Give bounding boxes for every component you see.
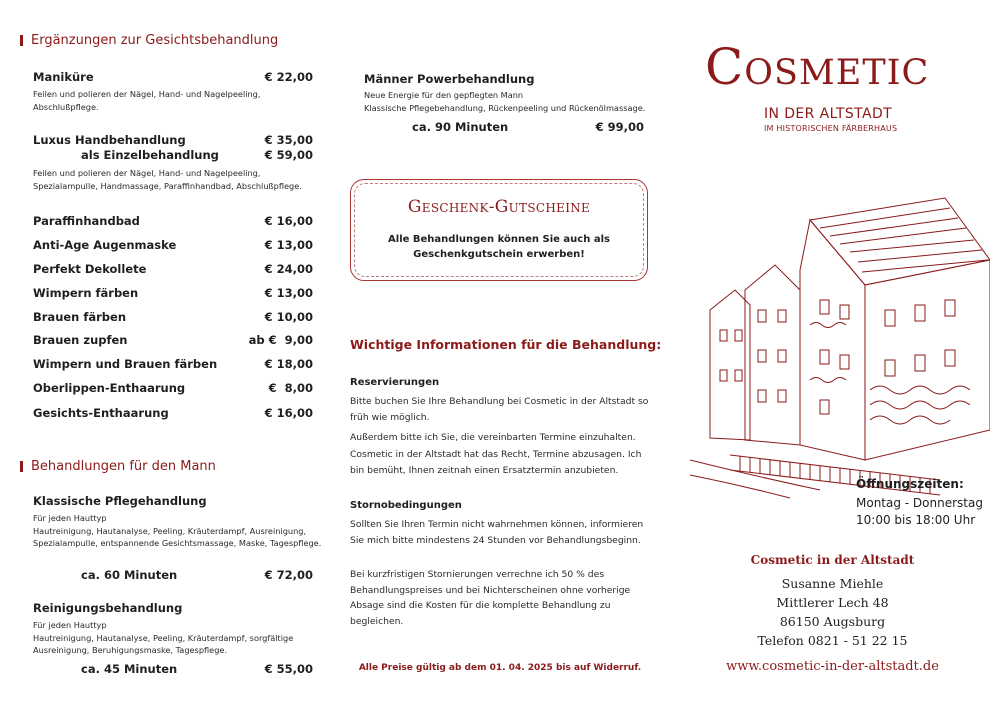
price-row bbox=[33, 214, 313, 228]
item-price: € 16,00 bbox=[264, 406, 313, 420]
item-price: € 13,00 bbox=[264, 238, 313, 252]
section-title-mann bbox=[20, 459, 216, 474]
house-illustration bbox=[690, 190, 990, 500]
item-price: € 18,00 bbox=[264, 357, 313, 371]
reservierungen-text-3: Cosmetic in der Altstadt hat das Recht, Termine abzusagen. Ich bin bemüht, Ihnen zeitnah einen Ersatztermin anzubieten. bbox=[350, 449, 642, 476]
section-marker bbox=[20, 461, 23, 472]
item-name: Brauen färben bbox=[33, 310, 127, 324]
item-price: € 24,00 bbox=[264, 262, 313, 276]
gift-voucher-title: Geschenk-Gutscheine bbox=[407, 197, 591, 217]
section-title-text: Ergänzungen zur Gesichtsbehandlung bbox=[31, 33, 279, 48]
item-price: € 59,00 bbox=[264, 148, 313, 162]
price-row-reinigung bbox=[33, 601, 313, 615]
address-city: 86150 Augsburg bbox=[779, 614, 886, 629]
item-duration: ca. 60 Minuten bbox=[81, 568, 178, 582]
price-row bbox=[33, 406, 313, 420]
price-row bbox=[33, 357, 313, 371]
item-description: Feilen und polieren der Nägel, Hand- und Nagelpeeling, Spezialampulle, Handmassage, Paraffinhandbad, Abschlußpflege. bbox=[33, 168, 302, 191]
item-name: Perfekt Dekollete bbox=[33, 262, 147, 276]
item-name: Brauen zupfen bbox=[33, 333, 128, 347]
item-name: Klassische Pflegehandlung bbox=[33, 494, 207, 508]
section-title-ergaenzungen bbox=[20, 33, 278, 48]
price-row-manikuere bbox=[33, 70, 313, 84]
item-description: Für jeden Hauttyp Hautreinigung, Hautanalyse, Peeling, Kräuterdampf, sorgfältige Ausreinigung, Beruhigungsmaske, Tagespflege. bbox=[33, 620, 294, 656]
owner-name: Susanne Miehle bbox=[781, 576, 884, 591]
opening-hours-title: Öffnungszeiten: bbox=[856, 477, 964, 491]
reservierungen-title: Reservierungen bbox=[350, 377, 440, 388]
item-price: € 16,00 bbox=[264, 214, 313, 228]
address-street: Mittlerer Lech 48 bbox=[776, 595, 889, 610]
section-marker bbox=[20, 35, 23, 46]
item-price: € 13,00 bbox=[264, 286, 313, 300]
brand-logo: Cosmetic bbox=[705, 38, 930, 96]
item-name: Maniküre bbox=[33, 70, 94, 84]
price-row bbox=[33, 286, 313, 300]
item-price: € 22,00 bbox=[264, 70, 313, 84]
storno-text-2: Bei kurzfristigen Stornierungen verrechne ich 50 % des Behandlungspreises und bei Nichterscheinen ohne vorherige Absage sind die Kosten für die komplette Behandlung zu begleichen. bbox=[350, 569, 631, 627]
item-name: Anti-Age Augenmaske bbox=[33, 238, 177, 252]
price-row-maenner bbox=[364, 72, 646, 86]
price-row bbox=[33, 238, 313, 252]
company-name: Cosmetic in der Altstadt bbox=[750, 553, 915, 567]
opening-hours-days: Montag - Donnerstag bbox=[856, 496, 983, 510]
price-row bbox=[33, 262, 313, 276]
website-link[interactable]: www.cosmetic-in-der-altstadt.de bbox=[726, 659, 939, 674]
duration-row-maenner bbox=[364, 120, 644, 134]
item-name: Reinigungsbehandlung bbox=[33, 601, 183, 615]
item-price: € 99,00 bbox=[595, 120, 644, 134]
reservierungen-text-2: Außerdem bitte ich Sie, die vereinbarten Termine einzuhalten. bbox=[350, 432, 636, 443]
gift-voucher-box bbox=[350, 179, 648, 281]
price-row-klassisch bbox=[33, 494, 313, 508]
item-price: € 35,00 bbox=[264, 133, 313, 147]
section-title-text: Behandlungen für den Mann bbox=[31, 459, 216, 474]
item-name: Wimpern färben bbox=[33, 286, 139, 300]
price-row-luxus-einzel bbox=[33, 148, 313, 162]
price-row bbox=[33, 333, 313, 347]
price-row bbox=[33, 310, 313, 324]
item-price: € 10,00 bbox=[264, 310, 313, 324]
info-title: Wichtige Informationen für die Behandlung: bbox=[350, 337, 662, 352]
item-name: Wimpern und Brauen färben bbox=[33, 357, 218, 371]
brand-subtitle: IN DER ALTSTADT bbox=[764, 106, 893, 122]
item-price: € 55,00 bbox=[264, 662, 313, 676]
phone-number: Telefon 0821 - 51 22 15 bbox=[757, 633, 908, 648]
item-duration: ca. 90 Minuten bbox=[412, 120, 509, 134]
item-name: Männer Powerbehandlung bbox=[364, 72, 535, 86]
item-description: Für jeden Hauttyp Hautreinigung, Hautanalyse, Peeling, Kräuterdampf, Ausreinigung, Spezialampulle, entspannende Gesichtsmassage, Maske, Tagespflege. bbox=[33, 513, 322, 549]
item-name: Oberlippen-Enthaarung bbox=[33, 381, 186, 395]
storno-title: Stornobedingungen bbox=[350, 500, 462, 511]
item-price: € 72,00 bbox=[264, 568, 313, 582]
item-name: Paraffinhandbad bbox=[33, 214, 140, 228]
item-price: ab € 9,00 bbox=[248, 333, 313, 347]
gift-voucher-text: Alle Behandlungen können Sie auch als Geschenkgutschein erwerben! bbox=[388, 234, 610, 260]
price-validity-note: Alle Preise gültig ab dem 01. 04. 2025 bis auf Widerruf. bbox=[358, 663, 642, 673]
item-price: € 8,00 bbox=[268, 381, 313, 395]
duration-row-reinigung bbox=[33, 662, 313, 676]
item-name: Luxus Handbehandlung bbox=[33, 133, 186, 147]
reservierungen-text-1: Bitte buchen Sie Ihre Behandlung bei Cosmetic in der Altstadt so früh wie möglich. bbox=[350, 396, 649, 423]
duration-row-klassisch bbox=[33, 568, 313, 582]
item-name: als Einzelbehandlung bbox=[81, 148, 219, 162]
price-row bbox=[33, 381, 313, 395]
item-description: Neue Energie für den gepflegten Mann Klassische Pflegebehandlung, Rückenpeeling und Rückenölmassage. bbox=[364, 90, 646, 113]
brand-tagline: IM HISTORISCHEN FÄRBERHAUS bbox=[764, 124, 898, 133]
opening-hours-time: 10:00 bis 18:00 Uhr bbox=[856, 513, 976, 527]
item-name: Gesichts-Enthaarung bbox=[33, 406, 169, 420]
price-row-luxus bbox=[33, 133, 313, 147]
item-description: Feilen und polieren der Nägel, Hand- und Nagelpeeling, Abschlußpflege. bbox=[33, 89, 261, 112]
storno-text-1: Sollten Sie Ihren Termin nicht wahrnehmen können, informieren Sie mich bitte mindestens 24 Stunden vor Behandlungsbeginn. bbox=[350, 519, 644, 546]
item-duration: ca. 45 Minuten bbox=[81, 662, 178, 676]
